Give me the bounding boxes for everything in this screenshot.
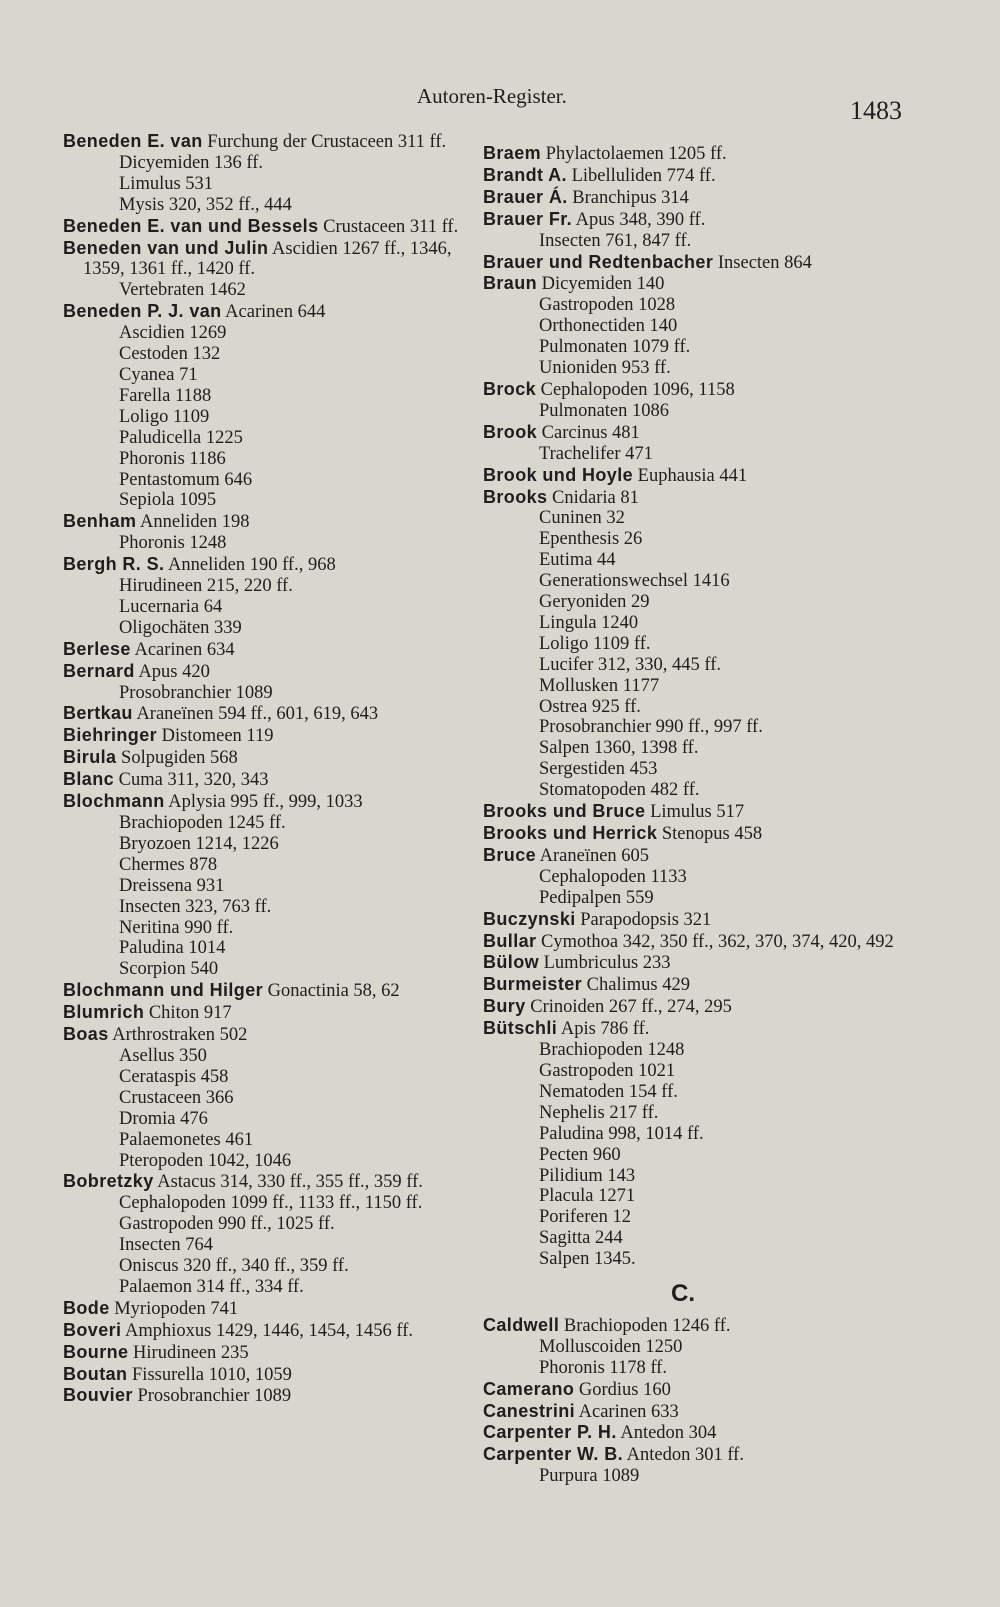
- index-subentry: Hirudineen 215, 220 ff.: [119, 576, 293, 597]
- entry-topic: Libelluliden 774 ff.: [571, 165, 716, 186]
- author-name: Bergh R. S.: [63, 554, 165, 575]
- entry-topic: Anneliden 198: [140, 512, 250, 533]
- index-subentry: Asellus 350: [119, 1045, 207, 1066]
- author-name: Boutan: [63, 1363, 128, 1384]
- entry-topic: Insecten 864: [717, 252, 812, 273]
- index-subentry: Salpen 1360, 1398 ff.: [539, 738, 699, 759]
- entry-topic: Acarinen 644: [225, 302, 326, 323]
- index-subentry: Cyanea 71: [119, 364, 198, 385]
- index-subentry: Mysis 320, 352 ff., 444: [119, 194, 292, 215]
- index-entry: [483, 165, 903, 187]
- author-name: Boveri: [63, 1319, 122, 1340]
- index-subentry: Gastropoden 990 ff., 1025 ff.: [119, 1214, 335, 1235]
- index-subentry: Paludina 998, 1014 ff.: [539, 1123, 704, 1144]
- index-subentry: Crustaceen 366: [119, 1087, 234, 1108]
- index-subentry: Pulmonaten 1086: [539, 400, 670, 421]
- index-entry: [483, 1379, 903, 1401]
- entry-topic: Cymothoa 342, 350 ff., 362, 370, 374, 420, 492: [541, 931, 894, 952]
- index-entry: [63, 301, 483, 323]
- index-entry: [483, 823, 903, 845]
- index-subentry: Loligo 1109: [119, 406, 210, 427]
- index-subentry: Epenthesis 26: [539, 529, 643, 550]
- index-subentry: Pedipalpen 559: [539, 887, 654, 908]
- index-subentry: Phoronis 1186: [119, 448, 226, 469]
- entry-topic: Amphioxus 1429, 1446, 1454, 1456 ff.: [125, 1320, 413, 1341]
- index-entry: [483, 187, 903, 209]
- index-subentry: Chermes 878: [119, 854, 218, 875]
- index-subentry: Lucifer 312, 330, 445 ff.: [539, 654, 722, 675]
- author-name: Brook und Hoyle: [483, 464, 634, 485]
- author-name: Brook: [483, 421, 538, 442]
- index-subentry: Dreissena 931: [119, 875, 225, 896]
- author-name: Brock: [483, 378, 537, 399]
- index-entry: [63, 661, 483, 683]
- entry-topic: Araneïnen 605: [539, 845, 650, 866]
- index-entry: [483, 252, 903, 274]
- author-name: Brooks und Herrick: [483, 823, 658, 843]
- author-name: Berlese: [63, 638, 131, 659]
- entry-topic: Phylactolaemen 1205 ff.: [545, 144, 727, 164]
- index-subentry: Sagitta 244: [539, 1228, 623, 1249]
- index-subentry: Cestoden 132: [119, 344, 221, 365]
- index-subentry: Dicyemiden 136 ff.: [119, 152, 264, 173]
- index-entry: [63, 725, 483, 747]
- index-subentry: Prosobranchier 990 ff., 997 ff.: [539, 717, 763, 738]
- entry-topic: Limulus 517: [650, 802, 745, 823]
- page-number: 1483: [850, 96, 902, 125]
- index-entry: [483, 1315, 903, 1337]
- index-subentry: Brachiopoden 1245 ff.: [119, 813, 286, 833]
- author-name: Beneden P. J. van: [63, 301, 222, 322]
- entry-topic: Prosobranchier 1089: [137, 1386, 292, 1407]
- index-subentry: Gastropoden 1028: [539, 295, 676, 316]
- index-subentry: Stomatopoden 482 ff.: [539, 780, 700, 801]
- index-subentry: Nematoden 154 ff.: [539, 1081, 678, 1102]
- index-entry: [63, 980, 483, 1002]
- index-entry: [63, 703, 483, 725]
- index-entry: [63, 1298, 483, 1320]
- index-entry: [483, 379, 903, 401]
- author-name: Caldwell: [483, 1314, 560, 1335]
- entry-topic: Araneïnen 594 ff., 601, 619, 643: [136, 704, 379, 725]
- entry-topic: Antedon 304: [620, 1423, 717, 1444]
- index-subentry: Cephalopoden 1099 ff., 1133 ff., 1150 ff.: [119, 1193, 423, 1214]
- entry-topic: Arthrostraken 502: [112, 1025, 248, 1046]
- index-entry: [63, 131, 483, 153]
- index-subentry: Trachelifer 471: [539, 443, 653, 464]
- index-subentry: Pulmonaten 1079 ff.: [539, 337, 691, 358]
- author-name: Bode: [63, 1297, 110, 1318]
- author-name: Beneden E. van: [63, 131, 203, 151]
- index-subentry: Ostrea 925 ff.: [539, 696, 641, 717]
- index-subentry: Pteropoden 1042, 1046: [119, 1150, 292, 1171]
- index-entry: [483, 1018, 903, 1040]
- author-name: Carpenter P. H.: [483, 1422, 617, 1443]
- index-subentry: Mollusken 1177: [539, 675, 660, 696]
- entry-topic: Dicyemiden 140: [541, 274, 665, 295]
- index-entry: [483, 143, 903, 165]
- author-name: Bullar: [483, 930, 537, 951]
- entry-topic: Cnidaria 81: [552, 487, 639, 508]
- running-header: Autoren-Register.: [417, 84, 567, 108]
- author-name: Bernard: [63, 660, 135, 681]
- entry-topic: Branchipus 314: [572, 187, 689, 208]
- author-name: Blumrich: [63, 1002, 145, 1023]
- author-name: Bobretzky: [63, 1171, 154, 1192]
- index-subentry: Phoronis 1248: [119, 533, 227, 554]
- entry-topic: Ascidien 1267 ff., 1346, 1359, 1361 ff., 1420 ff.: [83, 238, 452, 280]
- index-entry: [483, 422, 903, 444]
- index-subentry: Pentastomum 646: [119, 469, 253, 490]
- index-subentry: Placula 1271: [539, 1186, 636, 1207]
- index-subentry: Poriferen 12: [539, 1207, 631, 1228]
- author-name: Bourne: [63, 1341, 129, 1362]
- author-name: Birula: [63, 747, 117, 768]
- index-subentry: Cephalopoden 1133: [539, 866, 687, 887]
- author-name: Beneden E. van und Bessels: [63, 215, 319, 236]
- entry-topic: Crinoiden 267 ff., 274, 295: [530, 997, 732, 1018]
- author-name: Brooks: [483, 486, 548, 507]
- index-subentry: Eutima 44: [539, 550, 616, 571]
- entry-topic: Euphausia 441: [637, 465, 748, 486]
- index-entry: [483, 996, 903, 1018]
- index-subentry: Dromia 476: [119, 1108, 208, 1129]
- entry-topic: Acarinen 633: [578, 1401, 679, 1422]
- index-entry: [63, 769, 483, 791]
- entry-topic: Solpugiden 568: [121, 748, 238, 769]
- index-entry: [63, 1364, 483, 1386]
- index-entry: [63, 1385, 483, 1407]
- index-subentry: Brachiopoden 1248: [539, 1040, 685, 1061]
- entry-topic: Aplysia 995 ff., 999, 1033: [168, 792, 363, 813]
- index-entry: [483, 487, 903, 509]
- index-entry: [483, 952, 903, 974]
- index-subentry: Lucernaria 64: [119, 596, 223, 617]
- index-entry: [483, 974, 903, 996]
- index-entry: [483, 1422, 903, 1444]
- entry-topic: Parapodopsis 321: [580, 909, 712, 930]
- author-name: Blochmann: [63, 791, 165, 812]
- author-name: Bruce: [483, 844, 537, 865]
- index-subentry: Scorpion 540: [119, 959, 219, 980]
- index-subentry: Sergestiden 453: [539, 759, 658, 780]
- author-name: Braem: [483, 143, 542, 163]
- index-subentry: Cuninen 32: [539, 508, 625, 529]
- index-subentry: Salpen 1345.: [539, 1249, 636, 1270]
- entry-topic: Fissurella 1010, 1059: [132, 1364, 292, 1385]
- index-subentry: Neritina 990 ff.: [119, 917, 234, 938]
- index-subentry: Paludina 1014: [119, 938, 226, 959]
- index-entry: [63, 238, 483, 281]
- index-entry: [483, 273, 903, 295]
- index-entry: [483, 465, 903, 487]
- index-subentry: Cerataspis 458: [119, 1066, 229, 1087]
- author-name: Boas: [63, 1024, 109, 1045]
- index-subentry: Pilidium 143: [539, 1165, 636, 1186]
- index-subentry: Vertebraten 1462: [119, 280, 246, 301]
- author-name: Beneden van und Julin: [63, 237, 269, 258]
- entry-topic: Carcinus 481: [541, 422, 640, 443]
- entry-topic: Astacus 314, 330 ff., 355 ff., 359 ff.: [157, 1172, 423, 1193]
- index-subentry: Loligo 1109 ff.: [539, 633, 651, 654]
- index-entry: [483, 909, 903, 931]
- index-entry: [63, 1002, 483, 1024]
- index-subentry: Insecten 761, 847 ff.: [539, 230, 692, 251]
- index-subentry: Molluscoiden 1250: [539, 1336, 683, 1357]
- author-name: Biehringer: [63, 725, 158, 746]
- index-subentry: Palaemonetes 461: [119, 1129, 254, 1150]
- index-subentry: Paludicella 1225: [119, 427, 243, 448]
- left-column: [63, 131, 483, 1407]
- entry-topic: Antedon 301 ff.: [626, 1445, 744, 1466]
- index-subentry: Geryoniden 29: [539, 592, 650, 613]
- author-name: Brooks und Bruce: [483, 801, 646, 822]
- author-name: Bouvier: [63, 1385, 133, 1406]
- entry-topic: Crustaceen 311 ff.: [323, 216, 459, 237]
- index-subentry: Farella 1188: [119, 385, 212, 406]
- entry-topic: Gordius 160: [578, 1379, 671, 1400]
- index-entry: [63, 1024, 483, 1046]
- index-subentry: Insecten 323, 763 ff.: [119, 896, 272, 917]
- index-subentry: Nephelis 217 ff.: [539, 1102, 659, 1123]
- author-name: Canestrini: [483, 1400, 576, 1421]
- entry-topic: Apus 348, 390 ff.: [575, 209, 706, 230]
- entry-topic: Distomeen 119: [161, 726, 274, 747]
- index-entry: [63, 639, 483, 661]
- author-name: Braun: [483, 273, 538, 294]
- index-subentry: Ascidien 1269: [119, 323, 227, 344]
- author-name: Brandt A.: [483, 164, 567, 185]
- index-subentry: Bryozoen 1214, 1226: [119, 833, 279, 854]
- author-name: Brauer und Redtenbacher: [483, 251, 714, 272]
- index-entry: [483, 1401, 903, 1423]
- index-subentry: Orthonectiden 140: [539, 316, 678, 337]
- index-subentry: Prosobranchier 1089: [119, 682, 273, 703]
- index-subentry: Oniscus 320 ff., 340 ff., 359 ff.: [119, 1256, 349, 1277]
- author-name: Camerano: [483, 1378, 575, 1399]
- index-subentry: Palaemon 314 ff., 334 ff.: [119, 1276, 304, 1297]
- entry-topic: Cephalopoden 1096, 1158: [540, 379, 735, 400]
- index-subentry: Phoronis 1178 ff.: [539, 1357, 667, 1378]
- index-subentry: Insecten 764: [119, 1235, 214, 1256]
- entry-topic: Apis 786 ff.: [560, 1019, 650, 1040]
- entry-topic: Apus 420: [138, 661, 210, 682]
- index-subentry: Pecten 960: [539, 1144, 621, 1165]
- index-entry: [63, 554, 483, 576]
- index-subentry: Sepiola 1095: [119, 490, 217, 511]
- entry-topic: Gonactinia 58, 62: [267, 981, 400, 1002]
- index-entry: [483, 801, 903, 823]
- index-entry: [63, 216, 483, 238]
- index-subentry: Generationswechsel 1416: [539, 571, 730, 592]
- entry-topic: Acarinen 634: [134, 639, 235, 660]
- index-entry: [63, 1342, 483, 1364]
- author-name: Brauer Fr.: [483, 208, 573, 229]
- index-entry: [63, 1171, 483, 1193]
- entry-topic: Anneliden 190 ff., 968: [168, 555, 336, 576]
- author-name: Buczynski: [483, 908, 576, 929]
- index-entry: [63, 747, 483, 769]
- index-subentry: Unioniden 953 ff.: [539, 358, 671, 379]
- entry-topic: Furchung der Crustaceen 311 ff.: [207, 132, 447, 152]
- index-subentry: Oligochäten 339: [119, 617, 242, 638]
- author-name: Benham: [63, 511, 137, 532]
- index-entry: [483, 931, 903, 953]
- author-name: Blochmann und Hilger: [63, 980, 264, 1001]
- author-name: Bury: [483, 996, 526, 1017]
- index-entry: [63, 1320, 483, 1342]
- entry-topic: Lumbriculus 233: [543, 953, 671, 974]
- index-entry: [483, 845, 903, 867]
- entry-topic: Brachiopoden 1246 ff.: [563, 1315, 731, 1336]
- index-entry: [63, 511, 483, 533]
- index-subentry: Purpura 1089: [539, 1466, 640, 1487]
- index-entry: [63, 791, 483, 813]
- index-entry: [483, 1444, 903, 1466]
- entry-topic: Chiton 917: [148, 1003, 232, 1024]
- section-letter: C.: [671, 1280, 695, 1308]
- author-name: Brauer Á.: [483, 186, 568, 207]
- index-subentry: Lingula 1240: [539, 612, 639, 633]
- author-name: Bütschli: [483, 1018, 558, 1039]
- index-subentry: Limulus 531: [119, 173, 214, 194]
- author-name: Bülow: [483, 952, 539, 973]
- entry-topic: Cuma 311, 320, 343: [118, 770, 269, 791]
- right-column: [483, 143, 903, 1487]
- entry-topic: Chalimus 429: [586, 975, 690, 996]
- entry-topic: Stenopus 458: [661, 824, 763, 844]
- author-name: Carpenter W. B.: [483, 1444, 624, 1465]
- author-name: Bertkau: [63, 703, 133, 724]
- index-subentry: Gastropoden 1021: [539, 1060, 676, 1081]
- author-name: Burmeister: [483, 974, 583, 995]
- author-name: Blanc: [63, 769, 115, 790]
- entry-topic: Myriopoden 741: [114, 1298, 239, 1319]
- index-entry: [483, 209, 903, 231]
- entry-topic: Hirudineen 235: [133, 1342, 249, 1363]
